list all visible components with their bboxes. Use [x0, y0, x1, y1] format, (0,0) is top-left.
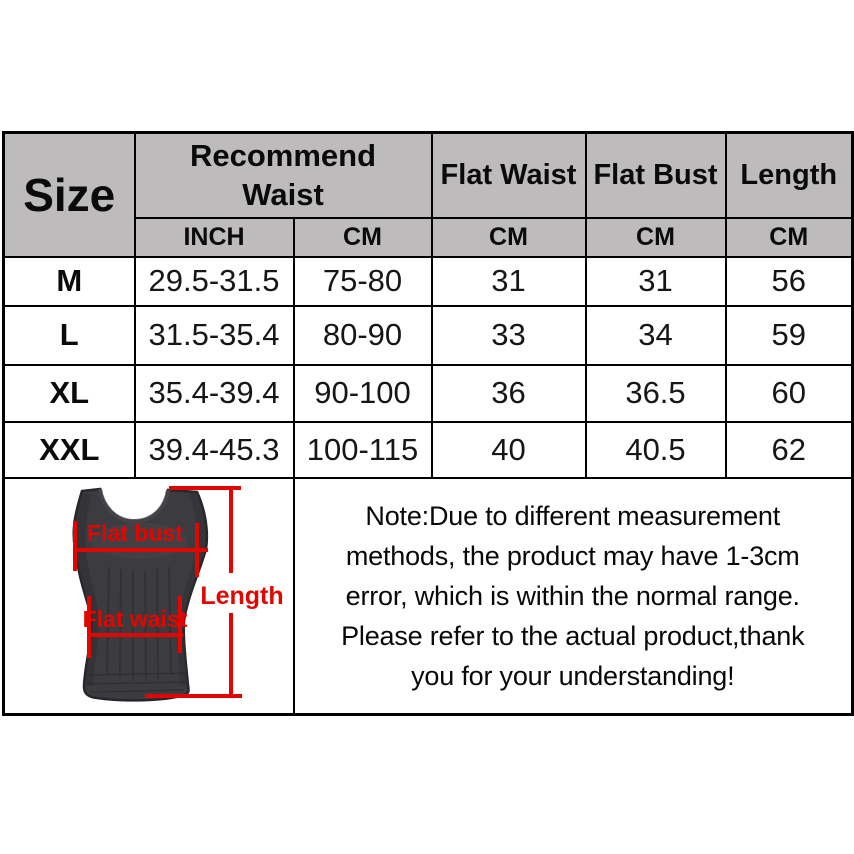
- note-line: Please refer to the actual product,thank: [341, 620, 805, 651]
- header-flat-bust: Flat Bust: [586, 133, 726, 218]
- flat-bust-cell: 36.5: [586, 365, 726, 422]
- flat-waist-label: Flat waist: [82, 605, 188, 632]
- waist-cm-cell: 90-100: [294, 365, 432, 422]
- flat-waist-cell: 40: [432, 422, 586, 478]
- flat-bust-cell: 31: [586, 257, 726, 306]
- waist-cm-cell: 75-80: [294, 257, 432, 306]
- waist-inch-cell: 29.5-31.5: [135, 257, 294, 306]
- header-row-1: [4, 133, 853, 218]
- note-line: you for your understanding!: [411, 660, 735, 691]
- waist-cm-cell: 100-115: [294, 422, 432, 478]
- table-row-xl: [4, 365, 853, 422]
- vest-measurement-diagram: [5, 479, 294, 708]
- length-cell: 56: [726, 257, 853, 306]
- length-cell: 60: [726, 365, 853, 422]
- flat-bust-cell: 34: [586, 306, 726, 365]
- unit-inch: INCH: [135, 218, 294, 257]
- waist-inch-cell: 39.4-45.3: [135, 422, 294, 478]
- size-cell: L: [4, 306, 135, 365]
- vest-diagram-cell: [4, 478, 294, 715]
- note-cell: [294, 478, 853, 715]
- flat-bust-label: Flat bust: [87, 519, 183, 546]
- unit-cm-flat-bust: CM: [586, 218, 726, 257]
- header-size: Size: [4, 133, 135, 257]
- header-recommend-waist: [135, 133, 432, 218]
- size-cell: XXL: [4, 422, 135, 478]
- unit-cm-flat-waist: CM: [432, 218, 586, 257]
- flat-waist-cell: 31: [432, 257, 586, 306]
- unit-cm-waist: CM: [294, 218, 432, 257]
- table-row-xxl: [4, 422, 853, 478]
- note-line: error, which is within the normal range.: [345, 580, 800, 611]
- unit-cm-length: CM: [726, 218, 853, 257]
- flat-bust-cell: 40.5: [586, 422, 726, 478]
- length-label: Length: [200, 581, 284, 610]
- flat-waist-cell: 33: [432, 306, 586, 365]
- waist-inch-cell: 31.5-35.4: [135, 306, 294, 365]
- header-flat-waist: Flat Waist: [432, 133, 586, 218]
- size-chart-table: [2, 131, 854, 716]
- size-cell: M: [4, 257, 135, 306]
- waist-cm-cell: 80-90: [294, 306, 432, 365]
- length-cell: 59: [726, 306, 853, 365]
- length-cell: 62: [726, 422, 853, 478]
- flat-waist-cell: 36: [432, 365, 586, 422]
- note-line: methods, the product may have 1-3cm: [345, 540, 800, 571]
- waist-inch-cell: 35.4-39.4: [135, 365, 294, 422]
- header-length: Length: [726, 133, 853, 218]
- size-cell: XL: [4, 365, 135, 422]
- table-row-l: [4, 306, 853, 365]
- diagram-note-row: [4, 478, 853, 715]
- header-recommend-waist-text: Recommend Waist: [189, 137, 377, 213]
- note-line: Note:Due to different measurement: [365, 500, 781, 531]
- table-row-m: [4, 257, 853, 306]
